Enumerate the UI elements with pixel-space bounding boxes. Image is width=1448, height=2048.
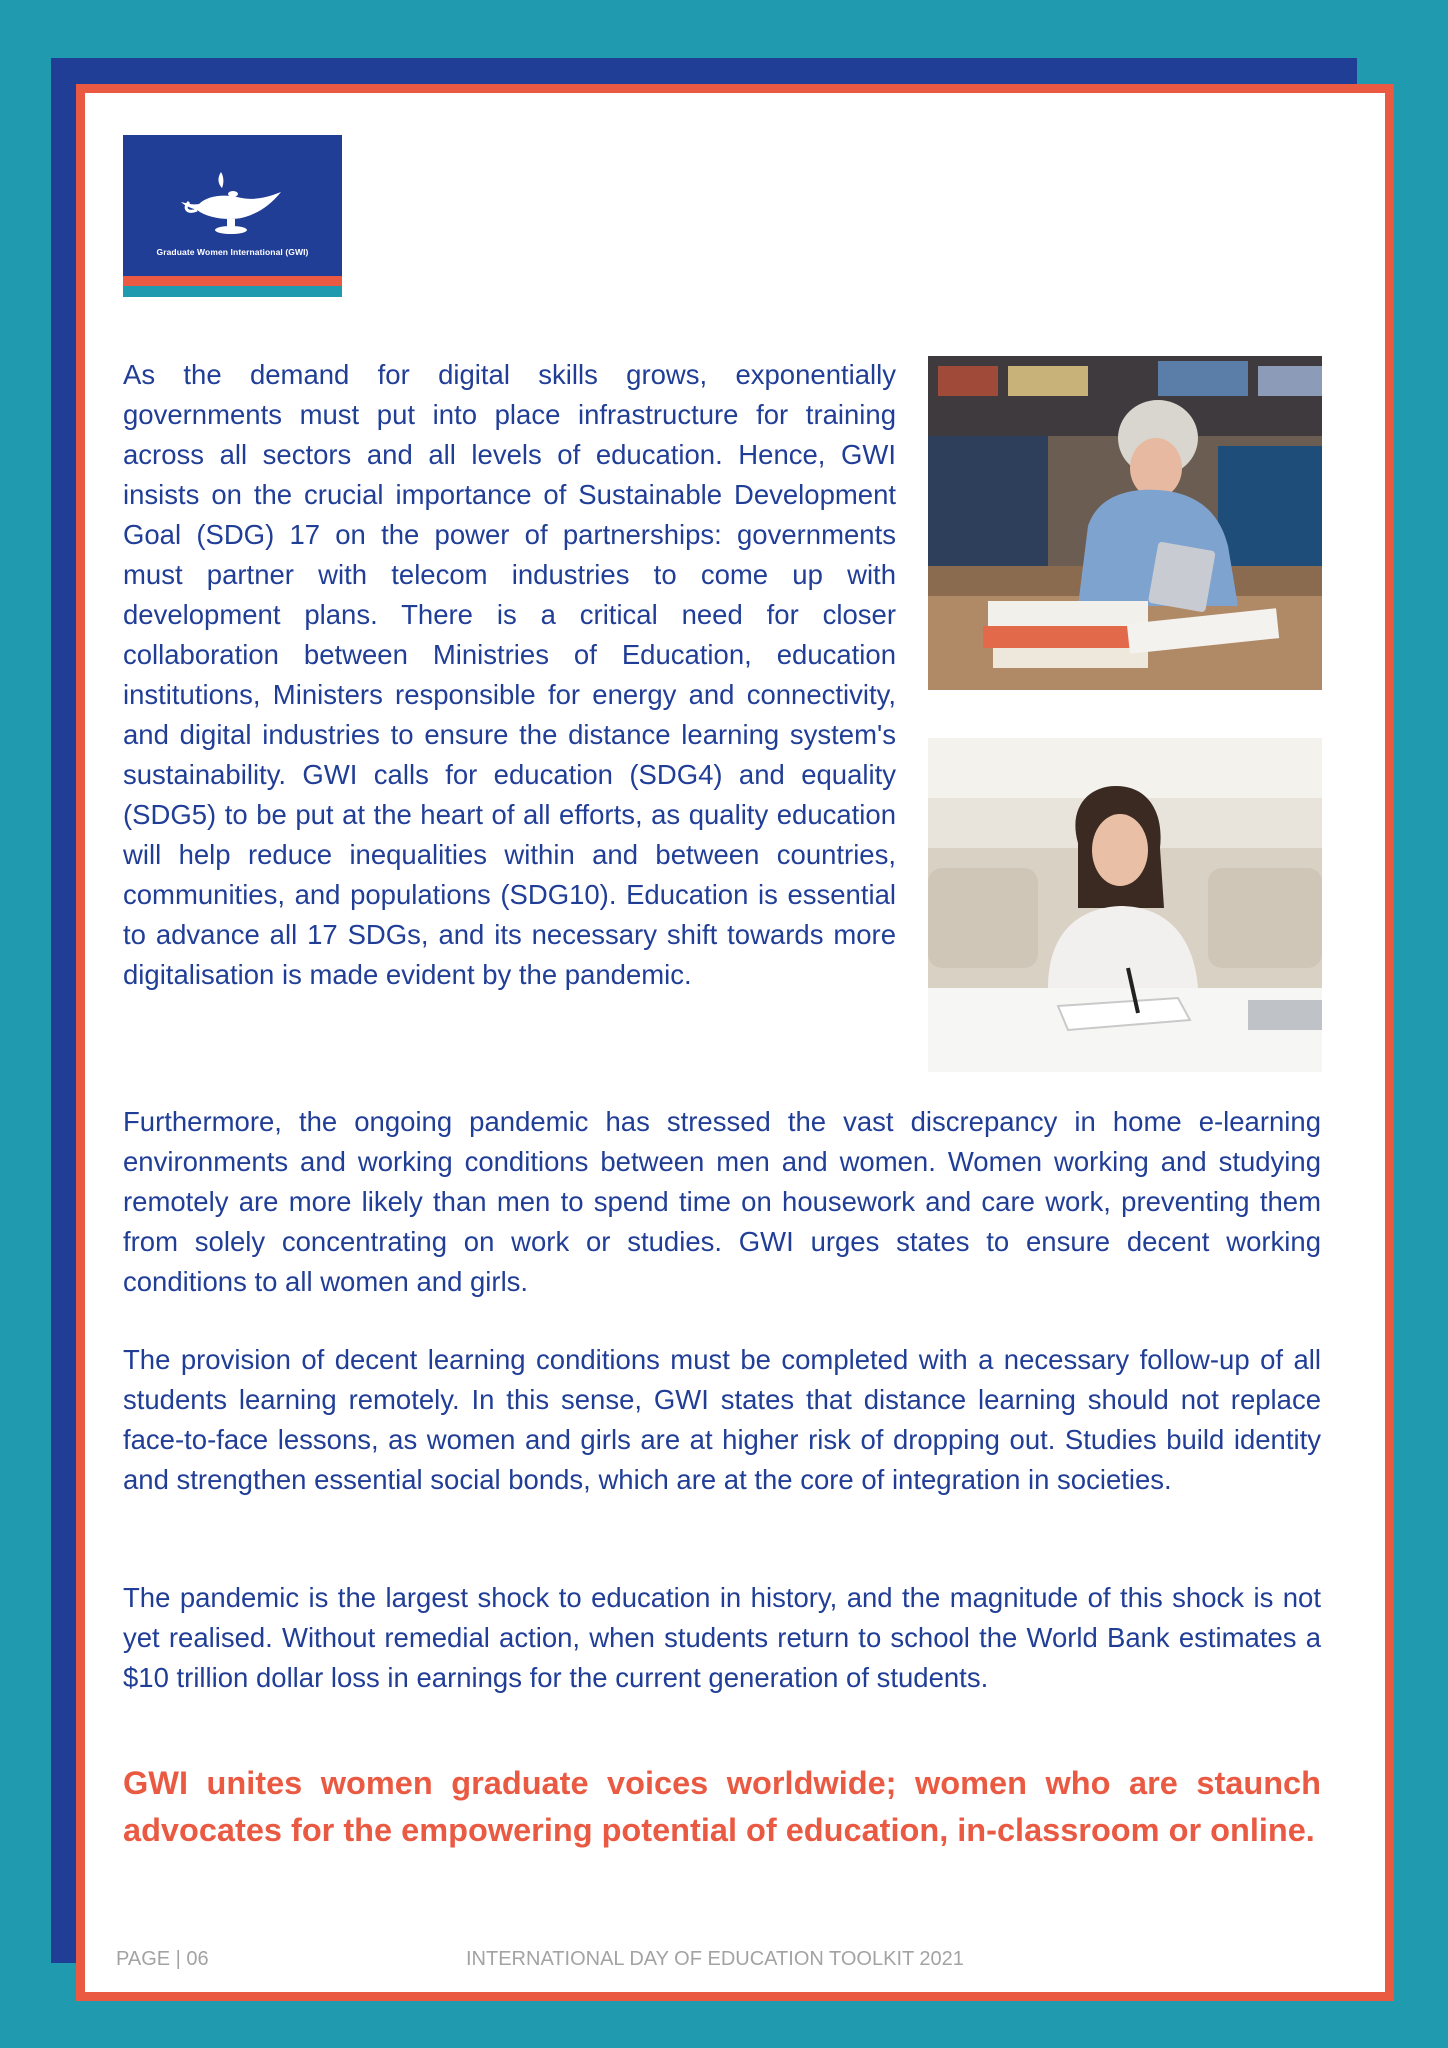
- paragraph-learning-conditions: The provision of decent learning conditions must be completed with a necessary follow-up of all students learning remotely. In this sense, GWI states that distance learning should not replace face-to-face lessons, as women and girls are at higher risk of dropping out. Studies build identity and strengthen essential social bonds, which are at the core of integration in societies.: [123, 1344, 1321, 1495]
- logo-teal-stripe: [123, 286, 342, 297]
- paragraph-home-elearning: Furthermore, the ongoing pandemic has stressed the vast discrepancy in home e-learning environments and working conditions between men and women. Women working and studying remotely are more likely than men to spend time on housework and care work, preventing them from solely concentrating on work or studies. GWI urges states to ensure decent working conditions to all women and girls.: [123, 1106, 1321, 1297]
- logo-red-stripe: [123, 276, 342, 286]
- photo-young-woman-headset: [928, 738, 1322, 1072]
- paragraph-pandemic-shock: The pandemic is the largest shock to education in history, and the magnitude of this shock is not yet realised. Without remedial action, when students return to school the World Bank estimates a $10 trillion dollar loss in earnings for the current generation of students.: [123, 1582, 1321, 1693]
- lamp-of-knowledge-icon: [177, 170, 287, 240]
- footer-toolkit-title: INTERNATIONAL DAY OF EDUCATION TOOLKIT 2021: [466, 1948, 964, 1970]
- gwi-logo: [123, 135, 342, 297]
- paragraph-digital-skills: As the demand for digital skills grows, exponentially governments must put into place infrastructure for training across all sectors and all levels of education. Hence, GWI insists on the crucial importance of Sustainable Development Goal (SDG) 17 on the power of partnerships: governments must partner with telecom industries to come up with development plans. There is a critical need for closer collaboration between Ministries of Education, education institutions, Ministers responsible for energy and connectivity, and digital industries to ensure the distance learning system's sustainability. GWI calls for education (SDG4) and equality (SDG5) to be put at the heart of all efforts, as quality education will help reduce inequalities within and between countries, communities, and populations (SDG10). Education is essential to advance all 17 SDGs, and its necessary shift towards more digitalisation is made evident by the pandemic.: [123, 359, 896, 990]
- footer-page-number: PAGE | 06: [116, 1948, 209, 1970]
- photo-older-woman-tablet: [928, 356, 1322, 690]
- gwi-callout: GWI unites women graduate voices worldwide; women who are staunch advocates for the empowering potential of education, in-classroom or online.: [123, 1765, 1321, 1848]
- logo-org-name: Graduate Women International (GWI): [156, 247, 309, 257]
